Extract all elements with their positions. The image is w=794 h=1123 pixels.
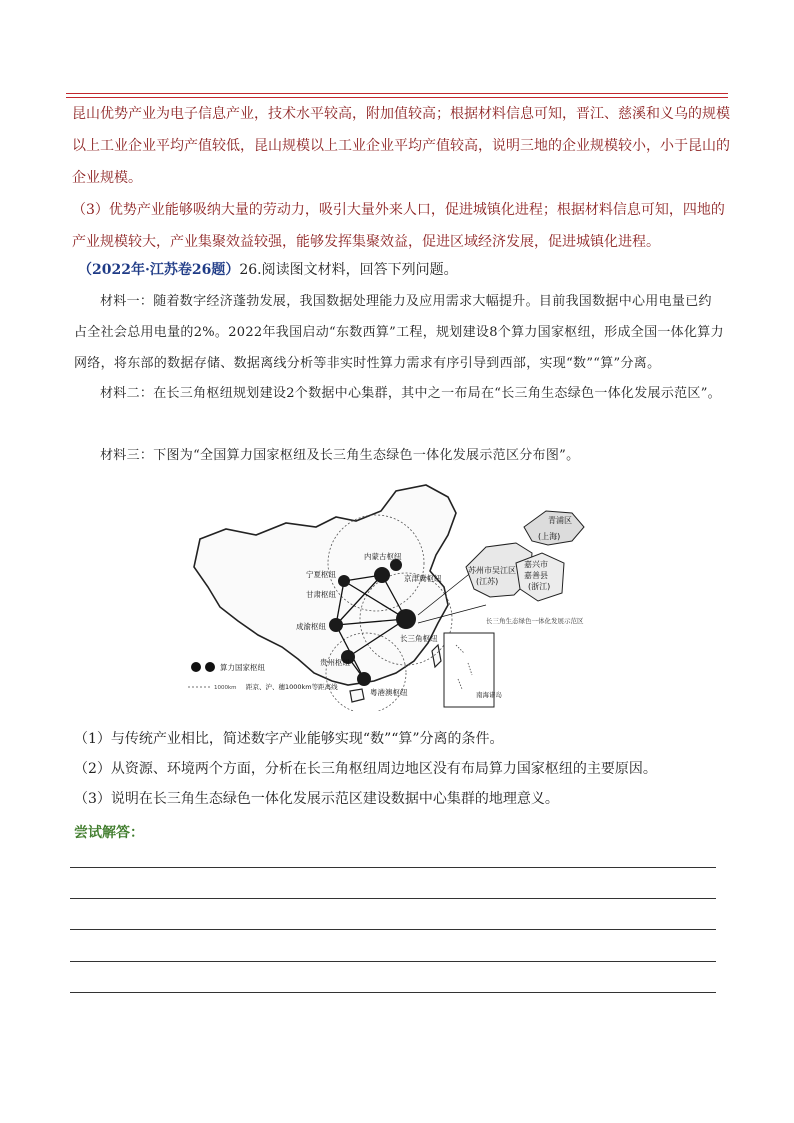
legend-line-small-label: 1000km <box>214 685 237 691</box>
inset-caption: 长三角生态绿色一体化发展示范区 <box>486 617 584 625</box>
material-2: 材料二：在长三角枢纽规划建设2个数据中心集群，其中之一布局在“长三角生态绿色一体化发展示范区”。 <box>100 386 721 401</box>
hub-marker-changsanjiao <box>396 609 416 629</box>
legend-line-label: 距京、沪、穗1000km等距离线 <box>246 683 338 691</box>
hub-label-yuegangao: 粤港澳枢纽 <box>370 688 408 697</box>
question-2: （2）从资源、环境两个方面，分析在长三角枢纽周边地区没有布局算力国家枢纽的主要原因。 <box>74 761 657 777</box>
legend-hub-icon <box>191 662 201 672</box>
inset-label-qingpu: 青浦区 <box>548 516 572 525</box>
hub-label-chengyu: 成渝枢纽 <box>296 622 326 631</box>
legend-hub-label: 算力国家枢纽 <box>220 663 265 672</box>
inset-demo-zone <box>466 511 584 625</box>
question-source: （2022年·江苏卷26题） <box>78 262 240 278</box>
hub-marker-yuegangao <box>357 672 371 686</box>
answer-line-2[interactable] <box>70 898 716 899</box>
answer-para-1: 昆山优势产业为电子信息产业，技术水平较高，附加值较高；根据材料信息可知，晋江、慈溪和义乌的规模以上工业企业平均产值较低，昆山规模以上工业企业平均产值较高，说明三地的企业规模较小，小于昆山的企业规模。 <box>72 106 730 186</box>
hub-label-guizhou: 贵州枢纽 <box>320 658 350 667</box>
hub-distribution-map <box>186 483 600 711</box>
answer-line-3[interactable] <box>70 929 716 930</box>
inset-label-zhejiang: (浙江) <box>528 582 551 591</box>
material-3: 材料三：下图为“全国算力国家枢纽及长三角生态绿色一体化发展示范区分布图”。 <box>100 448 580 463</box>
hub-marker-chengyu <box>329 618 343 632</box>
material-1: 材料一：随着数字经济蓬勃发展，我国数据处理能力及应用需求大幅提升。目前我国数据中心用电量已约占全社会总用电量的2%。2022年我国启动“东数西算”工程，规划建设8个算力国家枢纽，形成全国一体化算力网络，将东部的数据存储、数据离线分析等非实时性算力需求有序引导到西部，实现“数”“算”分离。 <box>74 294 724 371</box>
hub-label-jingjinji: 京津冀枢纽 <box>404 574 442 583</box>
hub-label-changsanjiao: 长三角枢纽 <box>400 634 438 643</box>
hub-label-neimenggu: 内蒙古枢纽 <box>364 552 402 561</box>
hub-marker-neimenggu <box>374 567 390 583</box>
inset-label-jiashan: 嘉善县 <box>524 571 548 580</box>
hainan-island <box>350 689 364 702</box>
question-list <box>74 724 734 814</box>
question-1: （1）与传统产业相比，简述数字产业能够实现“数”“算”分离的条件。 <box>74 731 504 747</box>
inset-label-suzhou: 苏州市吴江区 <box>468 566 516 575</box>
question-intro: 26.阅读图文材料，回答下列问题。 <box>239 262 458 278</box>
answer-para-2: （3）优势产业能够吸纳大量的劳动力，吸引大量外来人口，促进城镇化进程；根据材料信息可知，四地的产业规模较大，产业集聚效益较强，能够发挥集聚效益，促进区域经济发展，促进城镇化进程。 <box>72 202 725 250</box>
inset-label-jiangsu: (江苏) <box>476 577 499 586</box>
answer-block <box>72 98 732 258</box>
nanhai-label: 南海诸岛 <box>476 691 502 699</box>
hub-marker-ningxia <box>338 575 350 587</box>
china-outline <box>194 485 456 685</box>
header-rule-top <box>66 93 728 94</box>
try-answer-label: 尝试解答： <box>74 825 144 841</box>
inset-label-shanghai: (上海) <box>538 532 561 541</box>
answer-line-1[interactable] <box>70 867 716 868</box>
nanhai-inset <box>444 633 503 707</box>
inset-label-jiaxing: 嘉兴市 <box>524 560 548 569</box>
answer-line-5[interactable] <box>70 992 716 993</box>
taiwan-island <box>432 645 441 667</box>
answer-line-4[interactable] <box>70 961 716 962</box>
hub-label-ningxia: 宁夏枢纽 <box>306 570 336 579</box>
question-3: （3）说明在长三角生态绿色一体化发展示范区建设数据中心集群的地理意义。 <box>74 791 559 807</box>
hub-label-gansu: 甘肃枢纽 <box>306 590 336 599</box>
question-heading <box>78 258 458 282</box>
